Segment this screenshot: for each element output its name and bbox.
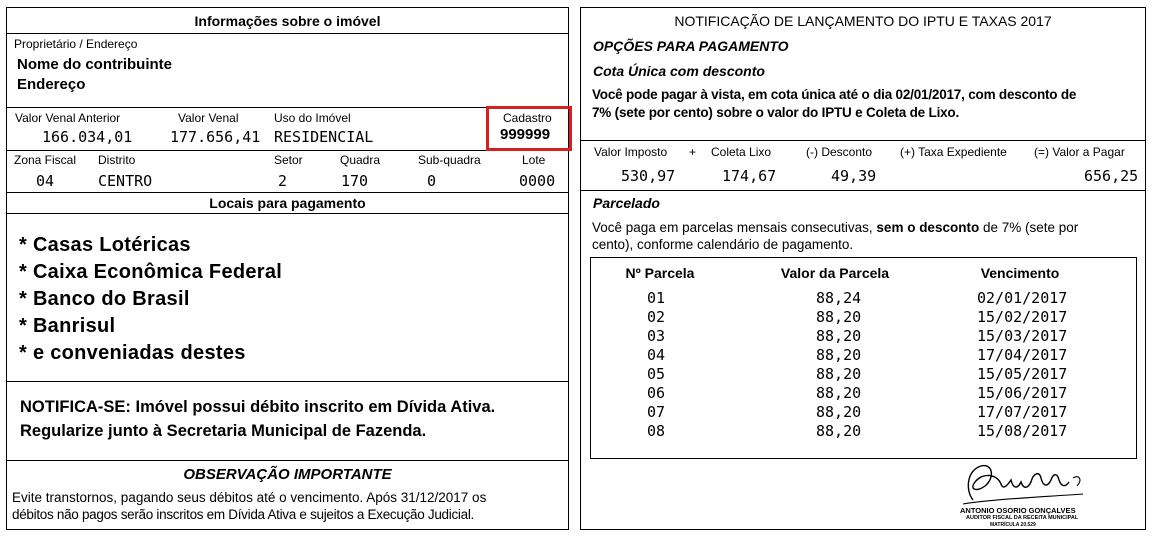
col-header-parcela: Nº Parcela bbox=[625, 265, 695, 281]
parcela-number: 05 bbox=[647, 365, 666, 383]
parcela-number: 02 bbox=[647, 308, 666, 326]
parcela-due-date: 17/04/2017 bbox=[977, 346, 1068, 364]
setor-label: Setor bbox=[274, 153, 303, 167]
quadra-value: 170 bbox=[341, 172, 369, 190]
parcela-value: 88,20 bbox=[816, 422, 862, 440]
venal-value: 177.656,41 bbox=[170, 128, 261, 146]
zona-label: Zona Fiscal bbox=[14, 153, 77, 167]
parcelado-text-1b: sem o desconto bbox=[876, 220, 980, 235]
signature-image bbox=[955, 460, 1090, 508]
divider bbox=[6, 33, 569, 34]
owner-label: Proprietário / Endereço bbox=[14, 37, 138, 51]
payment-place-item: * Caixa Econômica Federal bbox=[19, 261, 283, 283]
pagar-value: 656,25 bbox=[1084, 167, 1139, 185]
signatory-registration: MATRÍCULA 20.529 bbox=[990, 522, 1036, 528]
subquadra-label: Sub-quadra bbox=[418, 153, 481, 167]
parcela-due-date: 15/06/2017 bbox=[977, 384, 1068, 402]
prev-venal-value: 166.034,01 bbox=[42, 128, 133, 146]
divider bbox=[6, 381, 569, 382]
divider bbox=[6, 213, 569, 214]
signatory-name: ANTONIO OSORIO GONÇALVES bbox=[960, 506, 1076, 515]
parcela-value: 88,20 bbox=[816, 346, 862, 364]
parcela-number: 01 bbox=[647, 289, 666, 307]
debt-notice-line-1: NOTIFICA-SE: Imóvel possui débito inscrito em Dívida Ativa. bbox=[20, 398, 496, 416]
parcela-value: 88,20 bbox=[816, 365, 862, 383]
single-payment-text-1: Você pode pagar à vista, em cota única até o dia 02/01/2017, com desconto de bbox=[592, 87, 1077, 102]
lote-value: 0000 bbox=[519, 172, 556, 190]
cadastro-value: 999999 bbox=[500, 126, 551, 143]
property-info-title: Informações sobre o imóvel bbox=[194, 13, 381, 29]
uso-value: RESIDENCIAL bbox=[274, 128, 374, 146]
parcela-due-date: 15/03/2017 bbox=[977, 327, 1068, 345]
plus-sign: + bbox=[689, 145, 697, 159]
parcela-number: 03 bbox=[647, 327, 666, 345]
observation-title: OBSERVAÇÃO IMPORTANTE bbox=[183, 466, 392, 483]
signatory-role: AUDITOR FISCAL DA RECEITA MUNICIPAL bbox=[966, 515, 1079, 521]
cadastro-label: Cadastro bbox=[503, 111, 552, 125]
divider bbox=[580, 140, 1146, 141]
payment-places-title: Locais para pagamento bbox=[209, 195, 366, 211]
payment-options-title: OPÇÕES PARA PAGAMENTO bbox=[593, 38, 789, 54]
imposto-value: 530,97 bbox=[621, 167, 676, 185]
single-payment-text-2: 7% (sete por cento) sobre o valor do IPTU e Coleta de Lixo. bbox=[592, 105, 960, 120]
observation-line-2: débitos não pagos serão inscritos em Dívida Ativa e sujeitos a Execução Judicial. bbox=[12, 507, 474, 522]
taxa-label: (+) Taxa Expediente bbox=[900, 145, 1007, 159]
imposto-label: Valor Imposto bbox=[594, 145, 668, 159]
divider bbox=[6, 192, 569, 193]
parcela-due-date: 15/02/2017 bbox=[977, 308, 1068, 326]
payment-place-item: * Banco do Brasil bbox=[19, 288, 190, 310]
coleta-label: Coleta Lixo bbox=[711, 145, 772, 159]
payment-place-item: * Banrisul bbox=[19, 315, 116, 337]
single-payment-title: Cota Única com desconto bbox=[593, 63, 765, 79]
parcela-number: 07 bbox=[647, 403, 666, 421]
owner-address: Endereço bbox=[17, 76, 86, 93]
subquadra-value: 0 bbox=[427, 172, 437, 190]
col-header-valor: Valor da Parcela bbox=[780, 265, 890, 281]
parcela-number: 06 bbox=[647, 384, 666, 402]
notification-title: NOTIFICAÇÃO DE LANÇAMENTO DO IPTU E TAXAS 2017 bbox=[674, 13, 1052, 29]
divider bbox=[6, 150, 486, 151]
zona-value: 04 bbox=[36, 172, 55, 190]
quadra-label: Quadra bbox=[340, 153, 381, 167]
col-header-vencimento: Vencimento bbox=[980, 265, 1060, 281]
payment-place-item: * Casas Lotéricas bbox=[19, 234, 191, 256]
parcelado-text-1c: de 7% (sete por bbox=[982, 220, 1079, 235]
divider bbox=[6, 107, 569, 108]
parcela-value: 88,20 bbox=[816, 327, 862, 345]
parcela-value: 88,20 bbox=[816, 384, 862, 402]
observation-line-1: Evite transtornos, pagando seus débitos até o vencimento. Após 31/12/2017 os bbox=[12, 490, 487, 505]
distrito-value: CENTRO bbox=[98, 172, 153, 190]
coleta-value: 174,67 bbox=[722, 167, 777, 185]
parcela-due-date: 15/05/2017 bbox=[977, 365, 1068, 383]
lote-label: Lote bbox=[522, 153, 546, 167]
parcelado-text-1a: Você paga em parcelas mensais consecutivas, bbox=[592, 220, 873, 235]
parcelado-title: Parcelado bbox=[593, 195, 660, 211]
desconto-label: (-) Desconto bbox=[806, 145, 873, 159]
parcela-value: 88,24 bbox=[816, 289, 862, 307]
parcela-value: 88,20 bbox=[816, 308, 862, 326]
parcela-due-date: 17/07/2017 bbox=[977, 403, 1068, 421]
uso-label: Uso do Imóvel bbox=[274, 111, 351, 125]
owner-name: Nome do contribuinte bbox=[17, 56, 172, 73]
pagar-label: (=) Valor a Pagar bbox=[1034, 145, 1125, 159]
divider bbox=[580, 190, 1146, 191]
prev-venal-label: Valor Venal Anterior bbox=[15, 111, 121, 125]
parcela-due-date: 02/01/2017 bbox=[977, 289, 1068, 307]
parcela-due-date: 15/08/2017 bbox=[977, 422, 1068, 440]
parcelado-text-2: cento), conforme calendário de pagamento. bbox=[592, 237, 854, 252]
debt-notice-line-2: Regularize junto à Secretaria Municipal de Fazenda. bbox=[20, 422, 427, 440]
distrito-label: Distrito bbox=[98, 153, 136, 167]
parcela-value: 88,20 bbox=[816, 403, 862, 421]
parcela-number: 04 bbox=[647, 346, 666, 364]
venal-label: Valor Venal bbox=[178, 111, 239, 125]
setor-value: 2 bbox=[278, 172, 288, 190]
parcelado-text-1 bbox=[592, 219, 1078, 236]
payment-place-item: * e conveniadas destes bbox=[19, 342, 246, 364]
parcela-number: 08 bbox=[647, 422, 666, 440]
desconto-value: 49,39 bbox=[831, 167, 877, 185]
divider bbox=[6, 460, 569, 461]
